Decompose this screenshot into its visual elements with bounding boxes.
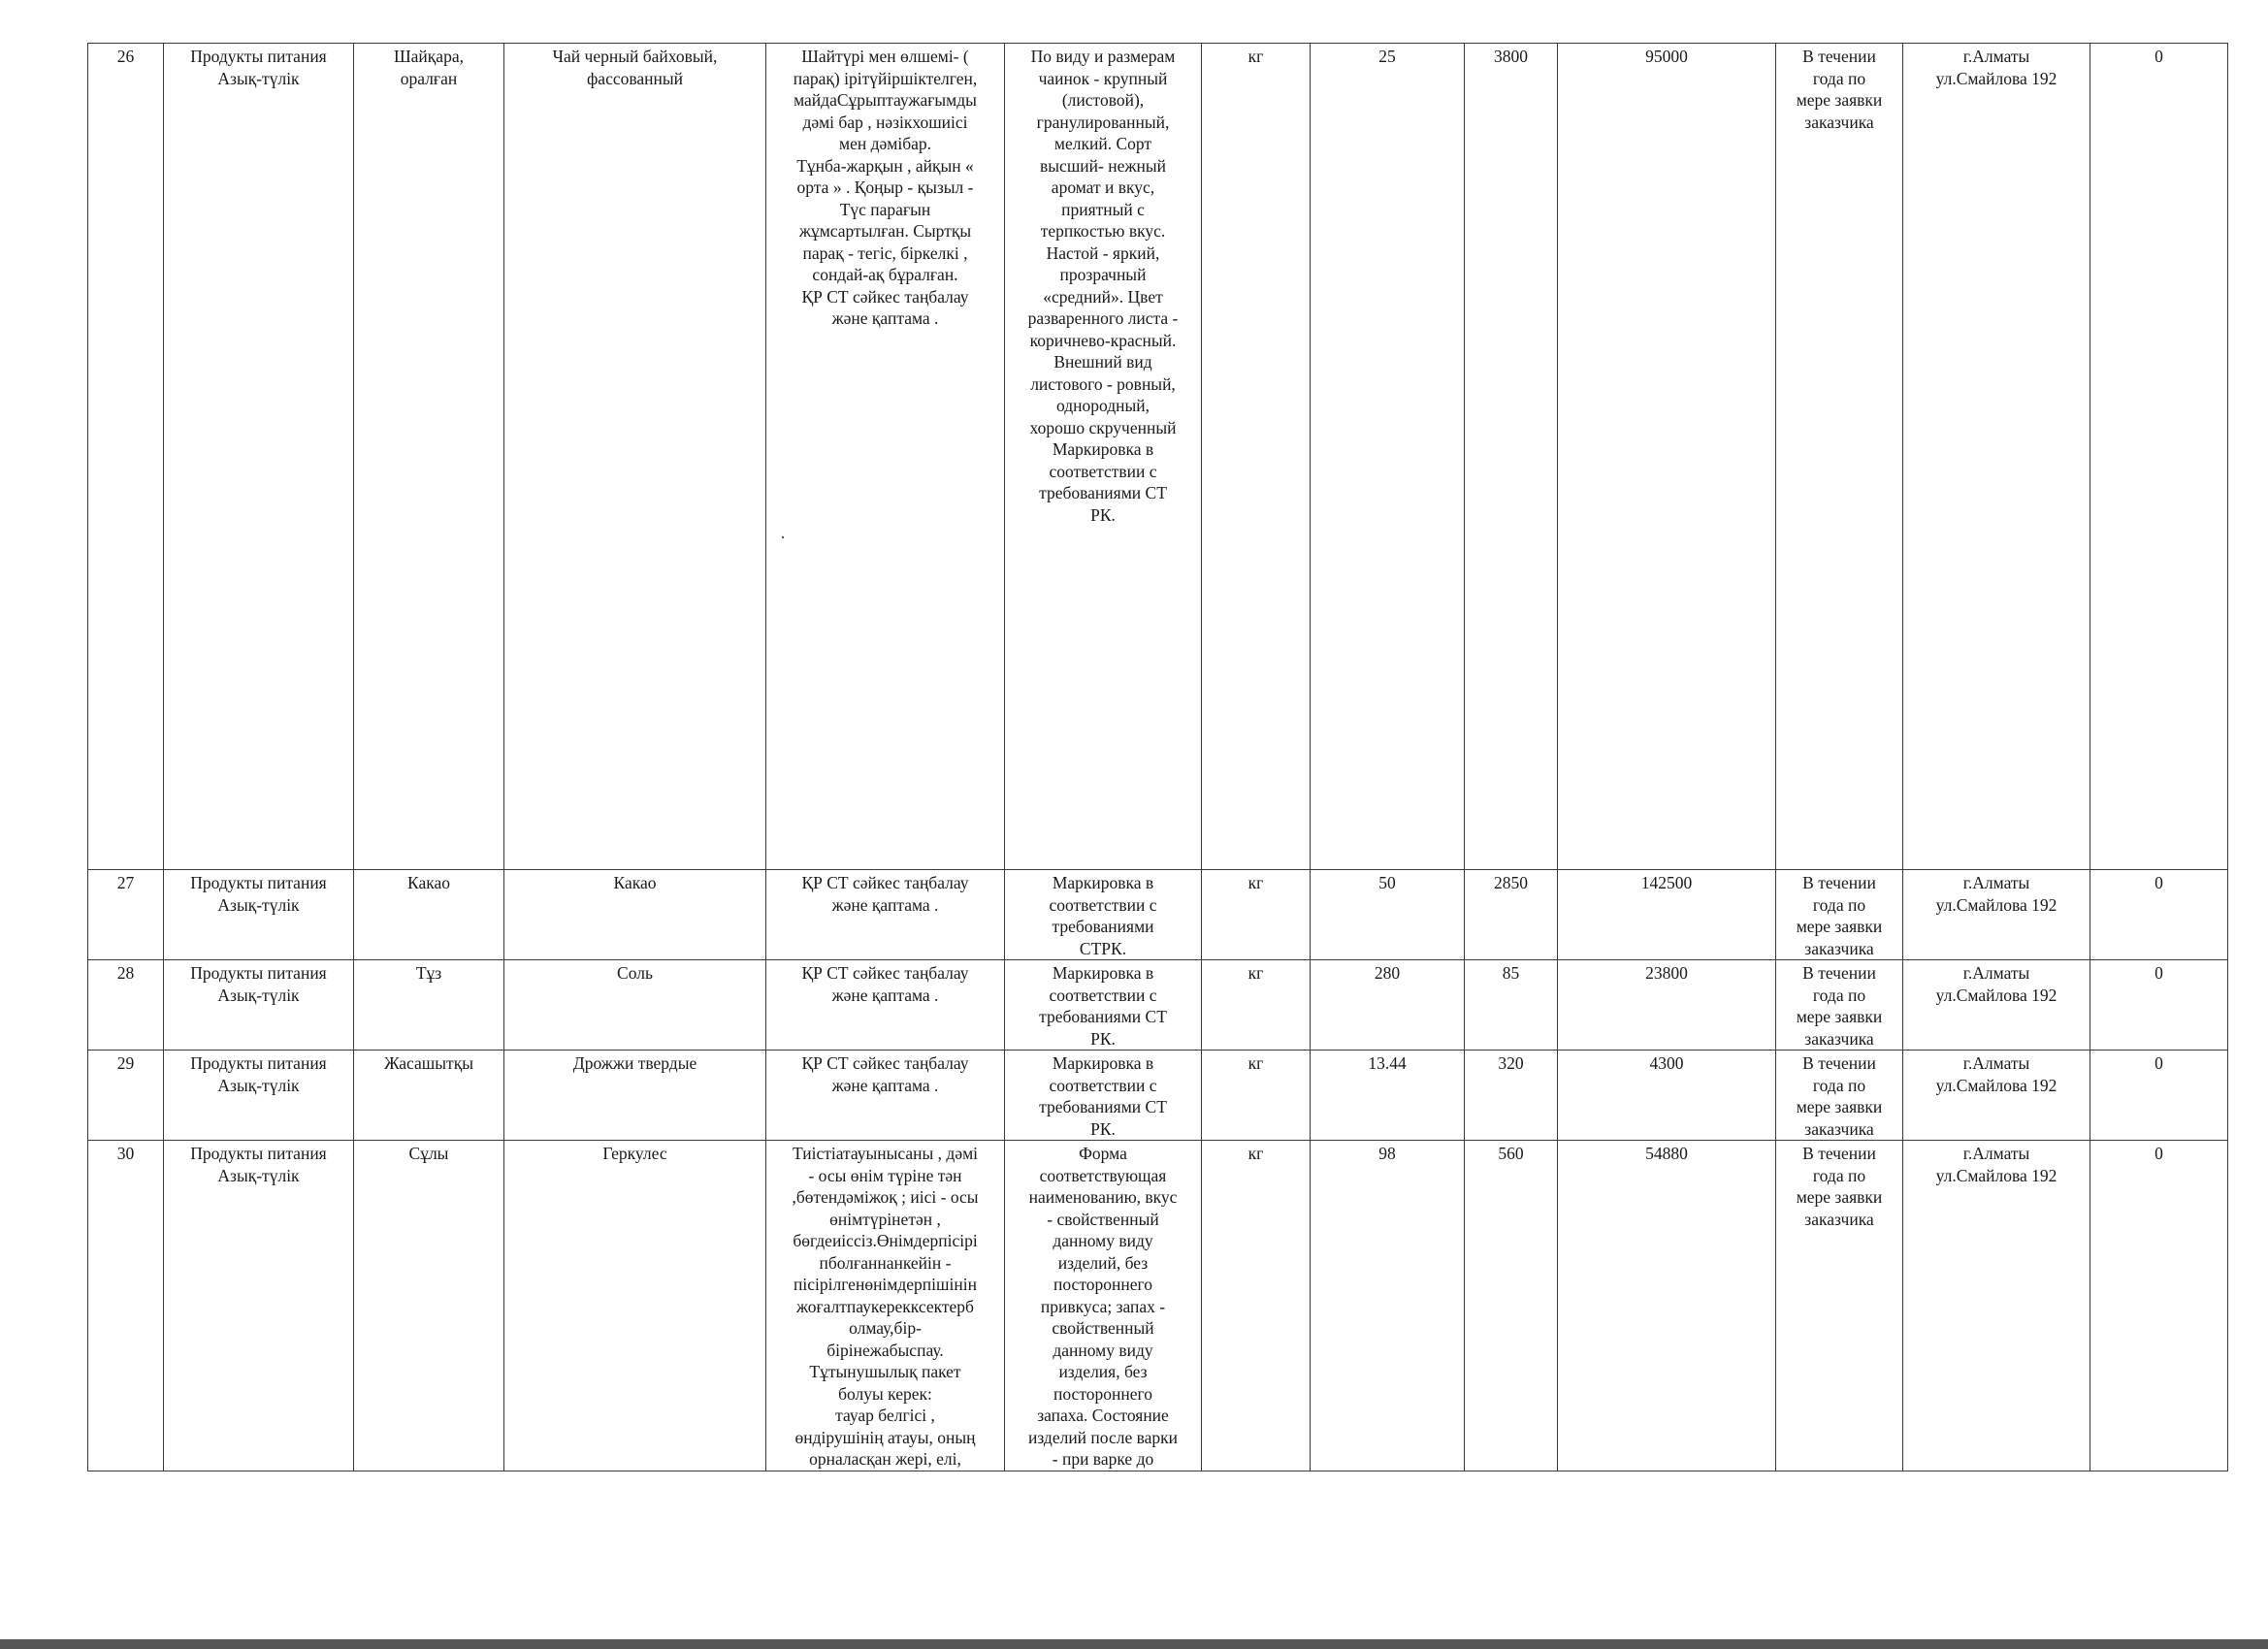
table-row [88,870,2228,960]
price: 3800 [1494,47,1528,66]
place-cell [1903,870,2090,960]
name-kz: Сұлы [408,1144,449,1163]
procurement-table [87,43,2228,1471]
name-ru-cell [504,44,766,870]
term: В течении года по мере заявки заказчика [1796,1053,1883,1139]
sum: 95000 [1645,47,1688,66]
price-cell [1465,960,1558,1051]
place-cell [1903,1051,2090,1141]
desc-kz: Шайтүрі мен өлшемі- ( парақ) ірітүйіршіктелген, майдаСұрыптаужағымды дәмі бар , нәзікхошиісі мен дәмібар. Тұнба-жарқын , айқын « орта » . Қоңыр - қызыл - Түс парағын жұмсартылған. Сыртқы парақ - тегіс, біркелкі , сондай-ақ бұралған. ҚР СТ сәйкес таңбалау және қаптама . [793,47,978,328]
name-kz: Жасашытқы [384,1053,473,1073]
advance: 0 [2155,963,2163,983]
table-row [88,960,2228,1051]
desc-kz-cell [766,1051,1005,1141]
name-ru: Чай черный байховый, фассованный [552,47,718,88]
price-cell [1465,1051,1558,1141]
table-row [88,44,2228,870]
desc-ru-cell [1005,1051,1202,1141]
name-ru-cell [504,1051,766,1141]
unit-cell [1202,1141,1311,1471]
unit: кг [1247,873,1264,892]
unit: кг [1247,963,1264,983]
place: г.Алматы ул.Смайлова 192 [1935,1144,2057,1185]
term-cell [1776,44,1903,870]
sum: 54880 [1645,1144,1688,1163]
row-number-cell [88,870,164,960]
advance: 0 [2155,873,2163,892]
desc-kz-cell [766,960,1005,1051]
advance-cell [2090,870,2228,960]
term-cell [1776,870,1903,960]
advance-cell [2090,44,2228,870]
desc-ru-cell [1005,870,1202,960]
category-cell [164,1141,354,1471]
advance: 0 [2155,47,2163,66]
advance-cell [2090,1051,2228,1141]
unit: кг [1247,47,1264,66]
place: г.Алматы ул.Смайлова 192 [1935,963,2057,1005]
qty: 25 [1378,47,1396,66]
desc-ru: Маркировка в соответствии с требованиями СТ РК. [1039,1053,1167,1139]
sum-cell [1558,44,1776,870]
term-cell [1776,960,1903,1051]
name-ru: Соль [617,963,653,983]
name-ru-cell [504,1141,766,1471]
advance: 0 [2155,1053,2163,1073]
qty-cell [1311,870,1465,960]
qty: 50 [1378,873,1396,892]
price: 560 [1498,1144,1524,1163]
qty: 13.44 [1368,1053,1407,1073]
desc-ru: По виду и размерам чаинок - крупный (листовой), гранулированный, мелкий. Сорт высший- нежный аромат и вкус, приятный с терпкостью вкус. Настой - яркий, прозрачный «средний». Цвет разваренного листа - коричнево-красный. Внешний вид листового - ровный, однородный, хорошо скрученный Маркировка в соответствии с требованиями СТ РК. [1027,47,1179,525]
sum: 4300 [1649,1053,1684,1073]
place-cell [1903,960,2090,1051]
advance-cell [2090,1141,2228,1471]
name-ru-cell [504,960,766,1051]
place-cell [1903,44,2090,870]
category: Продукты питания Азық-түлік [190,873,327,915]
place: г.Алматы ул.Смайлова 192 [1935,1053,2057,1095]
row-number: 27 [116,873,135,892]
row-number: 30 [116,1144,135,1163]
qty: 98 [1378,1144,1396,1163]
desc-kz-cell [766,870,1005,960]
unit-cell [1202,870,1311,960]
name-ru: Какао [613,873,657,892]
sum-cell [1558,870,1776,960]
place-cell [1903,1141,2090,1471]
sum-cell [1558,1051,1776,1141]
price: 320 [1498,1053,1524,1073]
row-number: 29 [116,1053,135,1073]
advance: 0 [2155,1144,2163,1163]
desc-ru-cell [1005,44,1202,870]
desc-kz: ҚР СТ сәйкес таңбалау және қаптама . [801,963,969,1005]
row-number-cell [88,1051,164,1141]
sum-cell [1558,960,1776,1051]
sum: 23800 [1645,963,1688,983]
desc-kz-cell [766,1141,1005,1471]
advance-cell [2090,960,2228,1051]
category: Продукты питания Азық-түлік [190,1053,327,1095]
sum: 142500 [1640,873,1693,892]
desc-ru: Маркировка в соответствии с требованиями СТРК. [1049,873,1157,958]
term: В течении года по мере заявки заказчика [1796,873,1883,958]
name-ru-cell [504,870,766,960]
category-cell [164,960,354,1051]
price-cell [1465,870,1558,960]
desc-ru-cell [1005,1141,1202,1471]
row-number-cell [88,1141,164,1471]
row-number: 26 [116,47,135,66]
unit-cell [1202,960,1311,1051]
term-cell [1776,1051,1903,1141]
name-kz: Шайқара, оралған [394,47,464,88]
table-row [88,1141,2228,1471]
desc-ru-cell [1005,960,1202,1051]
unit-cell [1202,1051,1311,1141]
term-cell [1776,1141,1903,1471]
desc-kz: Тиістіатауынысаны , дәмі - осы өнім түріне тән ,бөтендәміжоқ ; иісі - осы өнімтүрінетән , бөгдеиіссіз.Өнімдерпісірі пболғаннанкейін - пісірілгенөнімдерпішінін жоғалтпаукерекксектерб олмау,бір- бірінежабыспау. Тұтынушылық пакет болуы керек: тауар белгісі , өндірушінің атауы, оның орналасқан жері, елі, [792,1144,979,1469]
sum-cell [1558,1141,1776,1471]
name-kz: Тұз [415,963,442,983]
qty-cell [1311,44,1465,870]
category-cell [164,1051,354,1141]
qty-cell [1311,960,1465,1051]
row-number-cell [88,44,164,870]
qty-cell [1311,1051,1465,1141]
unit: кг [1247,1144,1264,1163]
name-kz-cell [354,44,504,870]
scan-bottom-edge [0,1639,2268,1649]
desc-kz: ҚР СТ сәйкес таңбалау және қаптама . [801,1053,969,1095]
qty: 280 [1374,963,1401,983]
place: г.Алматы ул.Смайлова 192 [1935,47,2057,88]
desc-kz-cell [766,44,1005,870]
row-number: 28 [116,963,135,983]
desc-ru: Форма соответствующая наименованию, вкус - свойственный данному виду изделий, без постороннего привкуса; запах - свойственный данному виду изделия, без постороннего запаха. Состояние изделий после варки - при варке до [1027,1144,1179,1469]
place: г.Алматы ул.Смайлова 192 [1935,873,2057,915]
desc-ru: Маркировка в соответствии с требованиями СТ РК. [1039,963,1167,1049]
table-row [88,1051,2228,1141]
term: В течении года по мере заявки заказчика [1796,1144,1883,1229]
price-cell [1465,1141,1558,1471]
desc-kz: ҚР СТ сәйкес таңбалау және қаптама . [801,873,969,915]
name-kz-cell [354,1051,504,1141]
name-ru: Геркулес [602,1144,667,1163]
price: 85 [1502,963,1520,983]
row-number-cell [88,960,164,1051]
name-kz: Какао [407,873,450,892]
name-kz-cell [354,870,504,960]
term: В течении года по мере заявки заказчика [1796,47,1883,132]
category: Продукты питания Азық-түлік [190,47,327,88]
scan-speck [782,536,784,538]
price: 2850 [1494,873,1528,892]
unit: кг [1247,1053,1264,1073]
category: Продукты питания Азық-түлік [190,1144,327,1185]
category-cell [164,44,354,870]
name-kz-cell [354,1141,504,1471]
term: В течении года по мере заявки заказчика [1796,963,1883,1049]
unit-cell [1202,44,1311,870]
qty-cell [1311,1141,1465,1471]
category-cell [164,870,354,960]
price-cell [1465,44,1558,870]
category: Продукты питания Азық-түлік [190,963,327,1005]
name-ru: Дрожжи твердые [572,1053,697,1073]
name-kz-cell [354,960,504,1051]
